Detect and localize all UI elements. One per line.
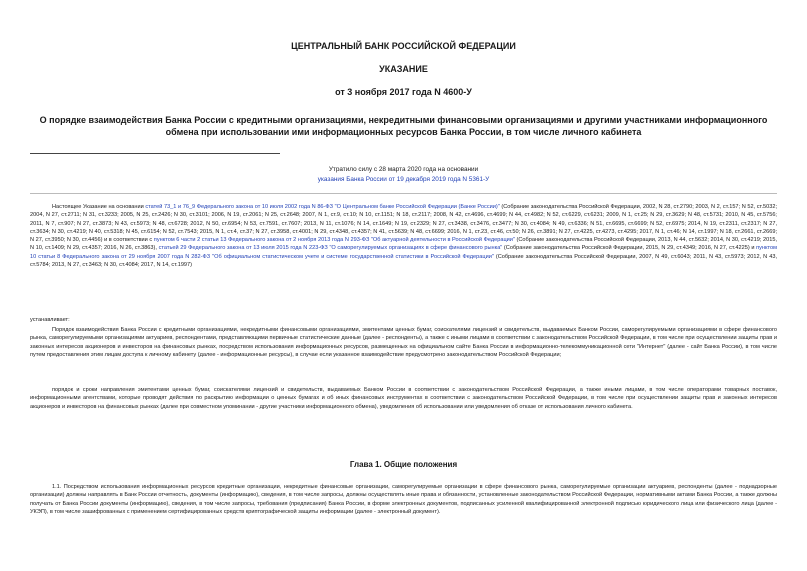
law-link-282fz[interactable]: пунктом 10 статьи 8 Федерального закона от 29 ноября 2007 года N 282-ФЗ "Об официальном статистическом учете и системе государственной статистики в Российской Федерации" [30, 245, 777, 260]
preamble-text-b: (Собрание законодательства Российской Федерации, 2002, N 28, ст.2790; 2003, N 2, ст.157; N 52, ст.5032; 2004, N 27, ст.2711; N 31, ст.3233; 2005, N 25, ст.2426; N 30, ст.3101; 2006, N 19, ст.2061; N 25, ст.2648; 2007, N 1, ст.9, ст.10; N 10, ст.1151; N 18, ст.2117; 2008, N 42, ст.4696, ст.4699; N 44, ст.4982; N 52, ст.6229, ст.6231; 2009, N 1, ст.25; N 29, ст.3629; N 48, ст.5731; 2010, N 45, ст.5756; 2011, N 7, ст.907; N 27, ст.3873; N 43, ст.5973; N 48, ст.6728; 2012, N 50, ст.6954; N 53, ст.7591, ст.7607; 2013, N 11, ст.1076; N 14, ст.1649; N 19, ст.2329; N 27, ст.3438, ст.3476, ст.3477; N 30, ст.4084; N 49, ст.6336; N 51, ст.6695, ст.6699; N 52, ст.6975; 2014, N 19, ст.2311, ст.2317; N 27, ст.3634; N 30, ст.4219; N 40, ст.5318; N 45, ст.6154; N 52, ст.7543; 2015, N 1, ст.4, ст.37; N 27, ст.3958, ст.4001; N 29, ст.4348, ст.4357; N 41, ст.5639; N 48, ст.6699; 2016, N 1, ст.23, ст.46, ст.50; N 26, ст.3891; N 27, ст.4225, ст.4273, ст.4295; 2017, N 1, ст.46; N 14, ст.1997; N 18, ст.2661, ст.2669; N 27, ст.3950; N 30, ст.4456) и в соответствии с [30, 204, 778, 244]
law-link-223fz[interactable]: статьей 29 Федерального закона от 13 июля 2015 года N 223-ФЗ "О саморегулируемых организациях в сфере финансового рынка" [158, 245, 503, 252]
org-heading: ЦЕНТРАЛЬНЫЙ БАНК РОССИЙСКОЙ ФЕДЕРАЦИИ [291, 41, 516, 51]
chapter-paragraph-1-1: 1.1. Посредством использования информационных ресурсов кредитные организации, некредитные финансовые организации, саморегулируемые организации в сфере финансового рынка, саморегулируемые организации актуариев, респонденты (далее - поднадзорные организации) должны направлять в Банк России отчетность, документы (информацию), сведения, в том числе запросы, должны осуществлять иные права и обязанности, установленные законодательством Российской Федерации, нормативными актами Банка России, а также должны получать от Банка России документы (информацию), сведения, в том числе запросы, требования (предписания) Банка России, в форме электронных документов, подписанных усиленной квалифицированной электронной подписью юридического лица или физического лица (далее - УКЭП), в том числе зашифрованных с применением сертифицированных средств криптографической защиты информации (далее - электронный документ). [30, 484, 777, 515]
law-link-86fz[interactable]: статей 73_1 и 76_9 Федерального закона от 10 июля 2002 года N 86-ФЗ "О Центральном банке Российской Федерации (Банке России)" [145, 204, 500, 210]
preamble-text-e: (Собрание законодательства Российской Федерации, 2007, N 49, ст.6043; 2011, N 43, ст.5973; 2012, N 43, ст.5784; 2013, N 27, ст.3463; N 30, ст.4084; 2017, N 14, ст.1997) [30, 253, 777, 269]
doc-date-heading: от 3 ноября 2017 года N 4600-У [335, 87, 472, 97]
status-note-text: Утратило силу с 28 марта 2020 года на основании [328, 166, 479, 173]
preamble-text-a: Настоящее Указание на основании [52, 204, 146, 210]
preamble-text-c: (Собрание законодательства Российской Федерации, 2013, N 44, ст.5632; 2014, N 30, ст.4219; 2015, N 10, ст.1409; N 29, ст.4357; 2016, N 26, ст.3863), [30, 237, 778, 252]
procedure-paragraph: порядок и сроки направления эмитентами ценных бумаг, соискателями лицензий и свидетельств, выдаваемых Банком России в соответствии с законодательством Российской Федерации, а также иными лицами, в том числе операторами товарных поставок, информационными агентствами, которые проводят действия по раскрытию информации о ценных бумагах и об иных финансовых инструментах в соответствии с законодательством Российской Федерации, в том числе при осуществлении защиты прав и законных интересов акционеров и инвесторов на финансовых рынках (далее при совместном упоминании - другие участники информационного обмена), уведомления об использовании или уведомления об отказе от использования личного кабинета. [30, 387, 777, 410]
chapter-title: Глава 1. Общие положения [349, 460, 458, 469]
preamble-text-d: (Собрание законодательства Российской Федерации, 2015, N 29, ст.4349; 2016, N 27, ст.4225) и [502, 245, 757, 252]
document-title: О порядке взаимодействия Банка России с кредитными организациями, некредитными финансовыми организациями и другими участниками информационного обмена при использовании ими информационных ресурсов Банка России, в том числе личного кабинета [39, 115, 768, 137]
separator-line [30, 153, 280, 154]
doc-type-heading: УКАЗАНИЕ [379, 64, 428, 74]
status-separator [30, 193, 777, 194]
law-link-293fz[interactable]: пунктом 6 части 2 статьи 13 Федерального закона от 2 ноября 2013 года N 293-ФЗ "Об актуарной деятельности в Российской Федерации" [153, 237, 515, 244]
status-note-link[interactable]: указания Банка России от 19 декабря 2019 года N 5361-У [317, 176, 490, 183]
preamble-paragraph [30, 203, 777, 269]
order-paragraph: Порядок взаимодействия Банка России с кредитными организациями, некредитными финансовыми организациями, эмитентами ценных бумаг, соискателями лицензий и свидетельств, выдаваемых Банком России, саморегулируемыми организациями в сфере финансового рынка, саморегулируемыми организациями актуариев, респондентами, представляющими первичные статистические данные (далее - респонденты), а также с иными лицами в соответствии с законодательством Российской Федерации, в том числе при осуществлении защиты прав и законных интересов акционеров и инвесторов на финансовых рынках, посредством использования информационных ресурсов, размещенных на официальном сайте Банка России в информационно-телекоммуникационной сети "Интернет" (далее - сайт Банка России), в том числе путем предоставления этим лицам доступа к личному кабинету (далее - информационные ресурсы), в случае если указанное взаимодействие предусмотрено законодательством Российской Федерации; [30, 327, 777, 358]
establishes-label: устанавливает: [30, 317, 70, 323]
